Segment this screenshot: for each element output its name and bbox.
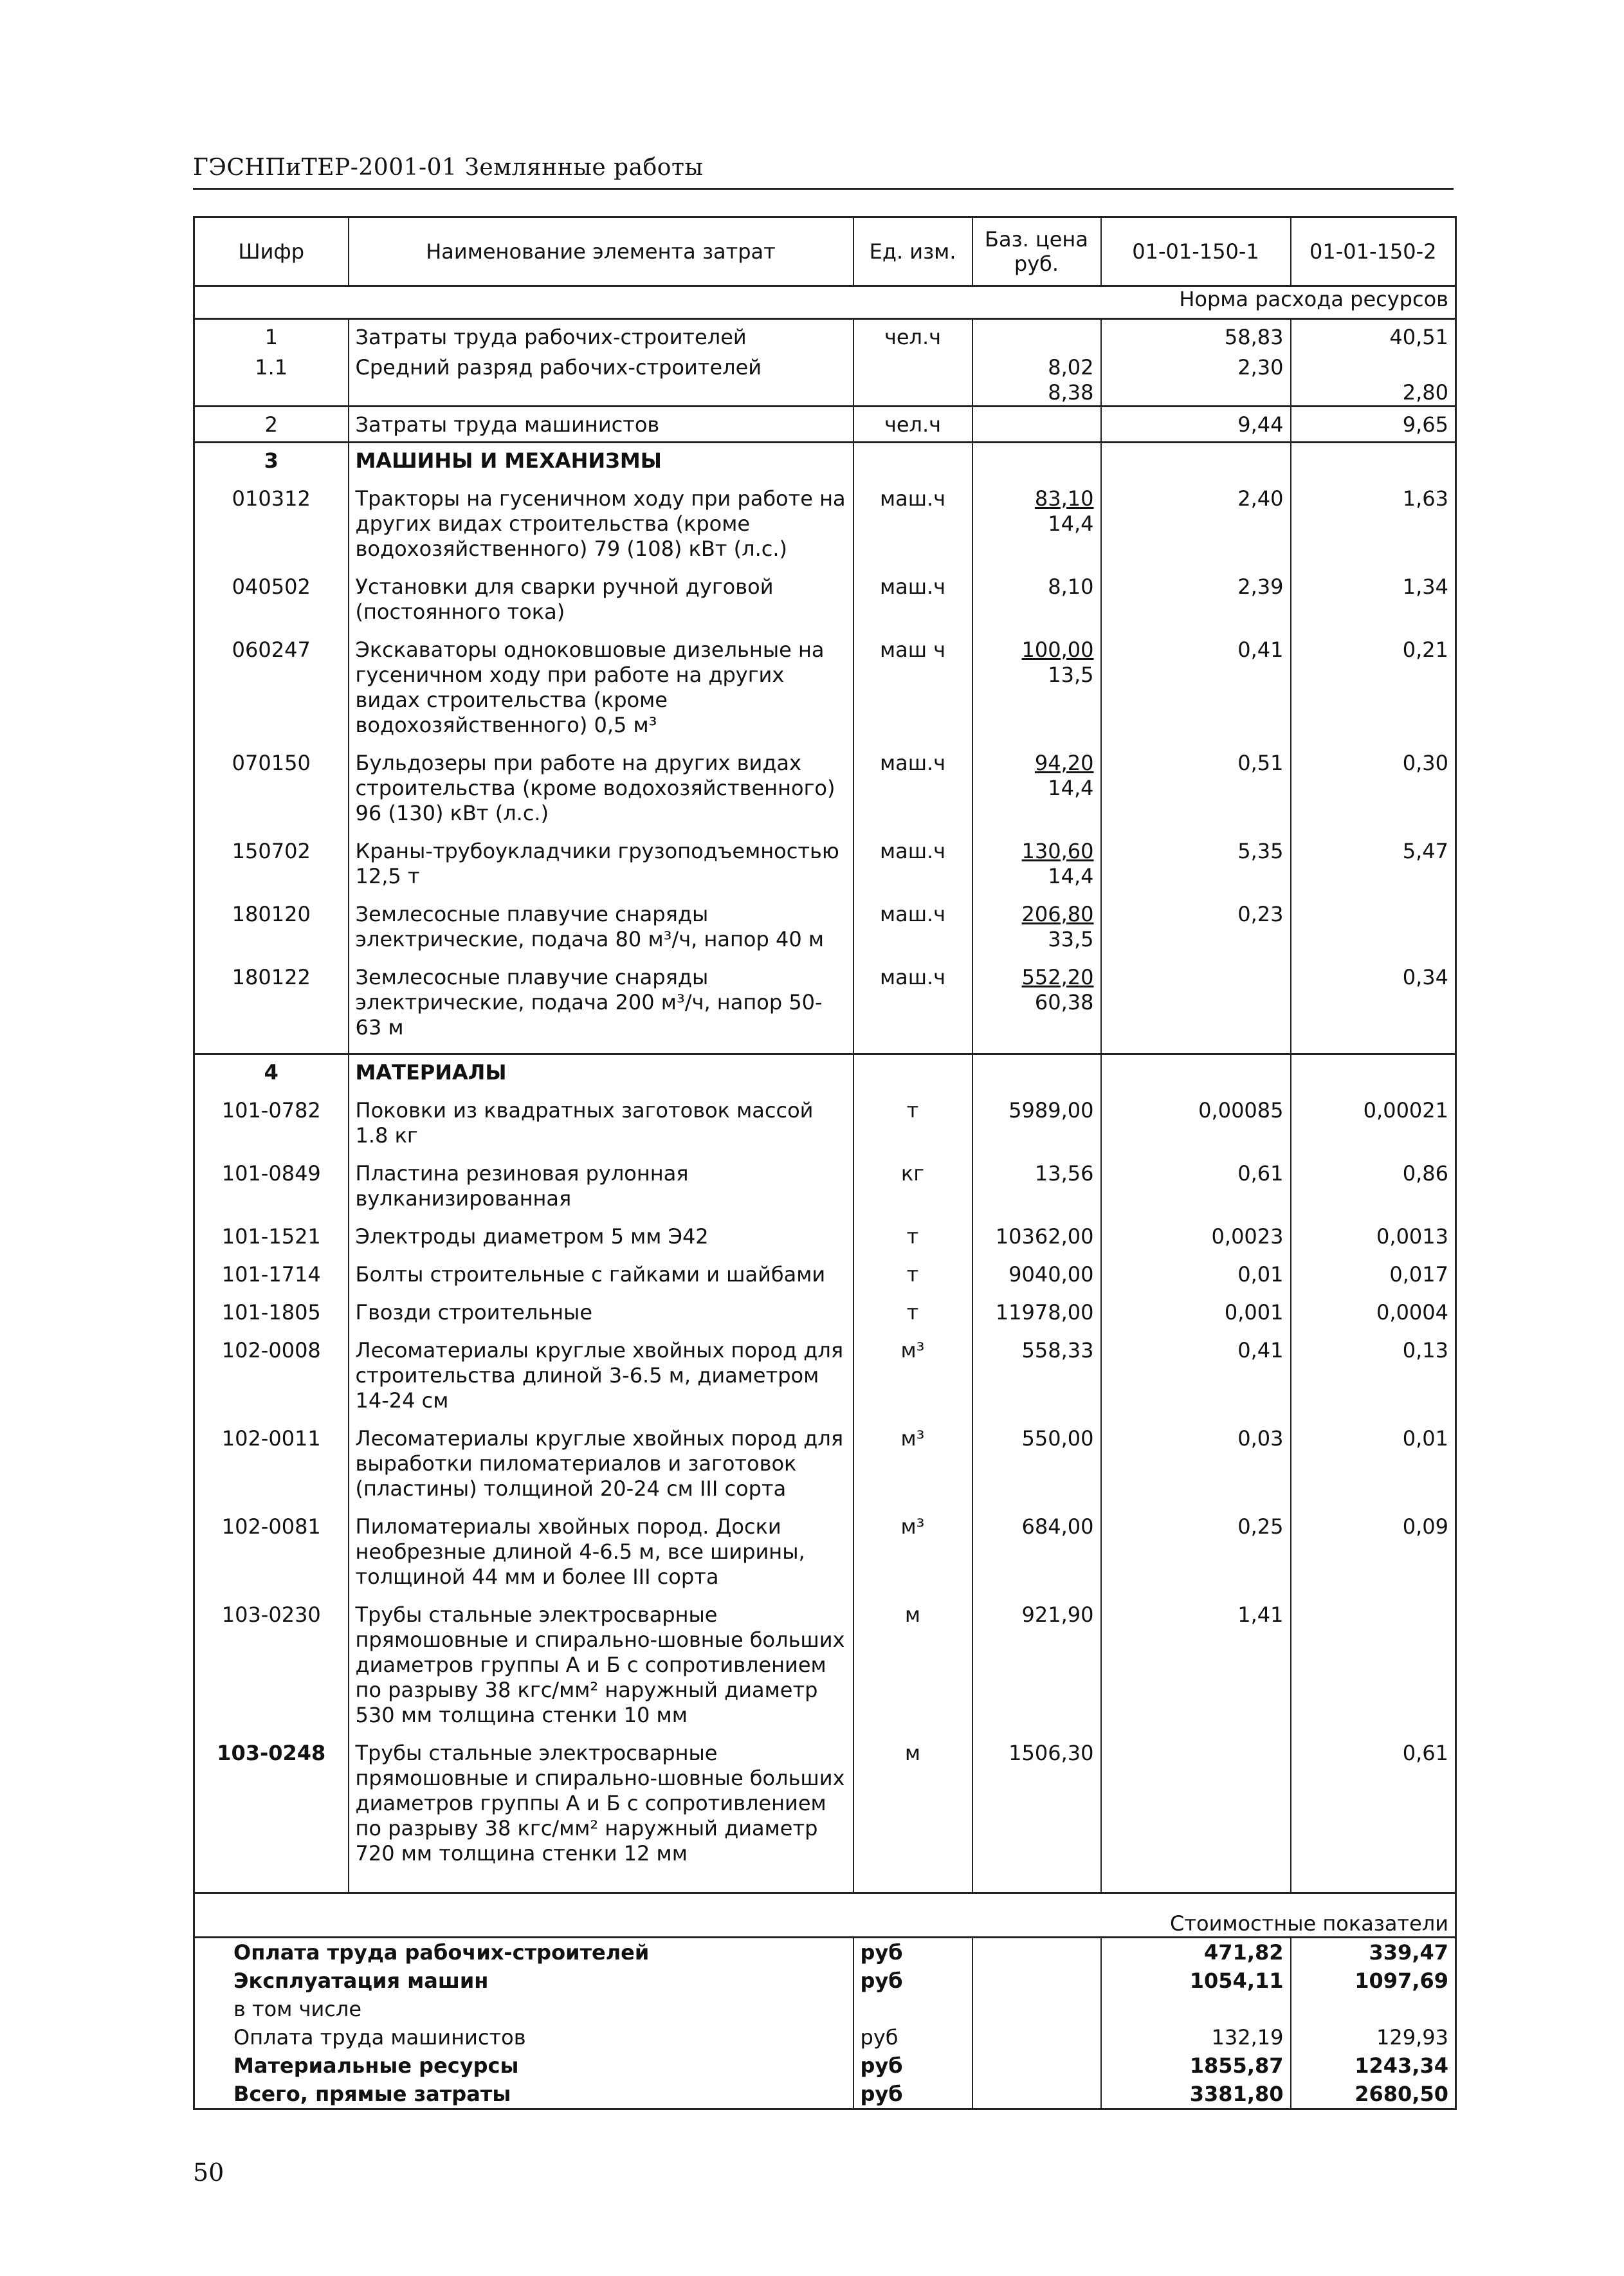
summary-value-1: 3381,80 bbox=[1101, 2080, 1291, 2109]
row-name: Пиломатериалы хвойных пород. Доски необрезные длиной 4-6.5 м, все ширины, толщиной 44 мм и более III сорта bbox=[349, 1514, 853, 1602]
section-title: МАШИНЫ И МЕХАНИЗМЫ bbox=[349, 443, 853, 487]
row-code: 1 bbox=[194, 319, 349, 351]
table-spacer bbox=[194, 1879, 1456, 1893]
summary-label: Материальные ресурсы bbox=[194, 2051, 853, 2080]
row-price bbox=[972, 751, 1101, 839]
row-price: 8,10 bbox=[972, 574, 1101, 638]
row-code: 040502 bbox=[194, 574, 349, 638]
row-value-1: 0,41 bbox=[1101, 638, 1291, 751]
summary-label: Всего, прямые затраты bbox=[194, 2080, 853, 2109]
table-row bbox=[194, 319, 1456, 351]
row-name: Трубы стальные электросварные прямошовные и спирально-шовные больших диаметров группы А и Б с сопротивлением по разрыву 38 кгс/мм² наружный диаметр 720 мм толщина стенки 12 мм bbox=[349, 1741, 853, 1879]
header-rule bbox=[193, 188, 1454, 190]
row-unit: маш.ч bbox=[853, 965, 972, 1054]
row-value-1: 0,0023 bbox=[1101, 1224, 1291, 1262]
section-row bbox=[194, 1054, 1456, 1099]
price-index: 13,5 bbox=[1048, 663, 1094, 687]
row-unit bbox=[853, 380, 972, 407]
row-code: 180122 bbox=[194, 965, 349, 1054]
price-base: 130,60 bbox=[1021, 839, 1094, 863]
row-code: 010312 bbox=[194, 486, 349, 574]
row-code: 060247 bbox=[194, 638, 349, 751]
summary-value-2: 129,93 bbox=[1291, 2023, 1456, 2051]
row-unit: маш.ч bbox=[853, 839, 972, 902]
row-code: 101-0782 bbox=[194, 1098, 349, 1161]
row-value-1: 2,30 bbox=[1101, 350, 1291, 380]
row-code: 101-1521 bbox=[194, 1224, 349, 1262]
resource-norms-table bbox=[193, 216, 1457, 2110]
row-unit: т bbox=[853, 1300, 972, 1338]
row-value-1: 9,44 bbox=[1101, 407, 1291, 443]
row-name: Средний разряд рабочих-строителей bbox=[349, 350, 853, 380]
row-name: Электроды диаметром 5 мм Э42 bbox=[349, 1224, 853, 1262]
row-name: Затраты труда рабочих-строителей bbox=[349, 319, 853, 351]
summary-unit: руб bbox=[853, 2080, 972, 2109]
summary-value-2: 1243,34 bbox=[1291, 2051, 1456, 2080]
summary-value-1: 471,82 bbox=[1101, 1938, 1291, 1967]
table-row bbox=[194, 1161, 1456, 1224]
row-value-2: 0,13 bbox=[1291, 1338, 1456, 1426]
summary-row bbox=[194, 2023, 1456, 2051]
row-price: 5989,00 bbox=[972, 1098, 1101, 1161]
row-code: 101-0849 bbox=[194, 1161, 349, 1224]
table-row bbox=[194, 350, 1456, 380]
row-value-1: 5,35 bbox=[1101, 839, 1291, 902]
summary-label: в том числе bbox=[194, 1995, 853, 2023]
row-value-2 bbox=[1291, 1602, 1456, 1741]
row-value-2: 0,09 bbox=[1291, 1514, 1456, 1602]
row-unit: чел.ч bbox=[853, 407, 972, 443]
table-row bbox=[194, 1262, 1456, 1300]
table-row bbox=[194, 1426, 1456, 1514]
price-base: 552,20 bbox=[1021, 965, 1094, 989]
table-row bbox=[194, 965, 1456, 1054]
row-code: 102-0011 bbox=[194, 1426, 349, 1514]
row-price: 550,00 bbox=[972, 1426, 1101, 1514]
cost-header: Стоимостные показатели bbox=[194, 1893, 1456, 1938]
summary-value-1 bbox=[1101, 1995, 1291, 2023]
row-code: 101-1805 bbox=[194, 1300, 349, 1338]
table-row bbox=[194, 1300, 1456, 1338]
price-base: 94,20 bbox=[1034, 751, 1094, 775]
summary-value-2 bbox=[1291, 1995, 1456, 2023]
table-row bbox=[194, 486, 1456, 574]
table-row bbox=[194, 407, 1456, 443]
row-code: 1.1 bbox=[194, 350, 349, 380]
row-value-2: 0,017 bbox=[1291, 1262, 1456, 1300]
row-price bbox=[972, 902, 1101, 965]
row-unit bbox=[853, 350, 972, 380]
row-value-1: 0,25 bbox=[1101, 1514, 1291, 1602]
row-name: Тракторы на гусеничном ходу при работе на других видах строительства (кроме водохозяйственного) 79 (108) кВт (л.с.) bbox=[349, 486, 853, 574]
summary-value-1: 1054,11 bbox=[1101, 1967, 1291, 1995]
table-row bbox=[194, 902, 1456, 965]
row-code: 2 bbox=[194, 407, 349, 443]
row-value-1: 0,01 bbox=[1101, 1262, 1291, 1300]
price-index: 14,4 bbox=[1048, 864, 1094, 888]
summary-value-2: 339,47 bbox=[1291, 1938, 1456, 1967]
row-unit: маш.ч bbox=[853, 751, 972, 839]
row-value-1: 2,39 bbox=[1101, 574, 1291, 638]
cost-header-row bbox=[194, 1893, 1456, 1938]
row-name: Землесосные плавучие снаряды электрические, подача 80 м³/ч, напор 40 м bbox=[349, 902, 853, 965]
summary-unit: руб bbox=[853, 2023, 972, 2051]
row-value-2: 0,86 bbox=[1291, 1161, 1456, 1224]
summary-value-1: 132,19 bbox=[1101, 2023, 1291, 2051]
row-price: 921,90 bbox=[972, 1602, 1101, 1741]
header-price: Баз. цена руб. bbox=[972, 217, 1101, 286]
summary-unit: руб bbox=[853, 2051, 972, 2080]
row-value-2: 1,63 bbox=[1291, 486, 1456, 574]
row-unit: т bbox=[853, 1098, 972, 1161]
row-value-1: 0,61 bbox=[1101, 1161, 1291, 1224]
row-value-2 bbox=[1291, 350, 1456, 380]
row-name: Установки для сварки ручной дуговой (постоянного тока) bbox=[349, 574, 853, 638]
row-value-2: 0,21 bbox=[1291, 638, 1456, 751]
row-unit: м bbox=[853, 1602, 972, 1741]
row-unit: м³ bbox=[853, 1338, 972, 1426]
row-price bbox=[972, 407, 1101, 443]
table-row bbox=[194, 1602, 1456, 1741]
row-name: Пластина резиновая рулонная вулканизированная bbox=[349, 1161, 853, 1224]
summary-row bbox=[194, 1995, 1456, 2023]
summary-label: Оплата труда машинистов bbox=[194, 2023, 853, 2051]
row-name: Лесоматериалы круглые хвойных пород для выработки пиломатериалов и заготовок (пластины) толщиной 20-24 см III сорта bbox=[349, 1426, 853, 1514]
row-value-2: 0,0004 bbox=[1291, 1300, 1456, 1338]
row-value-2: 0,34 bbox=[1291, 965, 1456, 1054]
header-col1: 01-01-150-1 bbox=[1101, 217, 1291, 286]
price-index: 33,5 bbox=[1048, 927, 1094, 951]
row-unit: м³ bbox=[853, 1514, 972, 1602]
row-value-1 bbox=[1101, 1741, 1291, 1879]
column-header-row bbox=[194, 217, 1456, 286]
row-name: Землесосные плавучие снаряды электрические, подача 200 м³/ч, напор 50-63 м bbox=[349, 965, 853, 1054]
row-price: 684,00 bbox=[972, 1514, 1101, 1602]
row-value-1: 0,00085 bbox=[1101, 1098, 1291, 1161]
table-row bbox=[194, 1338, 1456, 1426]
row-code: 102-0081 bbox=[194, 1514, 349, 1602]
header-name: Наименование элемента затрат bbox=[349, 217, 853, 286]
price-index: 14,4 bbox=[1048, 776, 1094, 800]
table-row bbox=[194, 839, 1456, 902]
row-price: 10362,00 bbox=[972, 1224, 1101, 1262]
row-unit: кг bbox=[853, 1161, 972, 1224]
row-value-2: 0,61 bbox=[1291, 1741, 1456, 1879]
row-name: Лесоматериалы круглые хвойных пород для строительства длиной 3-6.5 м, диаметром 14-24 см bbox=[349, 1338, 853, 1426]
row-price bbox=[972, 839, 1101, 902]
row-code: 180120 bbox=[194, 902, 349, 965]
row-price: 8,38 bbox=[972, 380, 1101, 407]
row-code: 070150 bbox=[194, 751, 349, 839]
row-value-1: 1,41 bbox=[1101, 1602, 1291, 1741]
row-value-1: 2,40 bbox=[1101, 486, 1291, 574]
row-name: Краны-трубоукладчики грузоподъемностью 12,5 т bbox=[349, 839, 853, 902]
summary-unit bbox=[853, 1995, 972, 2023]
row-value-1: 0,03 bbox=[1101, 1426, 1291, 1514]
row-name: Бульдозеры при работе на других видах строительства (кроме водохозяйственного) 96 (130) кВт (л.с.) bbox=[349, 751, 853, 839]
row-name: Трубы стальные электросварные прямошовные и спирально-шовные больших диаметров группы А и Б с сопротивлением по разрыву 38 кгс/мм² наружный диаметр 530 мм толщина стенки 10 мм bbox=[349, 1602, 853, 1741]
row-value-2: 1,34 bbox=[1291, 574, 1456, 638]
row-unit: т bbox=[853, 1262, 972, 1300]
row-code: 103-0230 bbox=[194, 1602, 349, 1741]
table-row bbox=[194, 1224, 1456, 1262]
row-price: 11978,00 bbox=[972, 1300, 1101, 1338]
table-row bbox=[194, 638, 1456, 751]
row-price: 558,33 bbox=[972, 1338, 1101, 1426]
summary-row bbox=[194, 1938, 1456, 1967]
row-name: Болты строительные с гайками и шайбами bbox=[349, 1262, 853, 1300]
row-unit: т bbox=[853, 1224, 972, 1262]
summary-value-1: 1855,87 bbox=[1101, 2051, 1291, 2080]
norm-header-row bbox=[194, 286, 1456, 319]
row-value-2: 9,65 bbox=[1291, 407, 1456, 443]
price-base: 100,00 bbox=[1021, 638, 1094, 662]
row-value-1: 0,41 bbox=[1101, 1338, 1291, 1426]
row-unit: маш.ч bbox=[853, 486, 972, 574]
row-price: 9040,00 bbox=[972, 1262, 1101, 1300]
row-name: Затраты труда машинистов bbox=[349, 407, 853, 443]
table-row bbox=[194, 380, 1456, 407]
row-value-2: 0,00021 bbox=[1291, 1098, 1456, 1161]
row-name: Поковки из квадратных заготовок массой 1.8 кг bbox=[349, 1098, 853, 1161]
row-value-1: 58,83 bbox=[1101, 319, 1291, 351]
row-code: 103-0248 bbox=[194, 1741, 349, 1879]
table-row bbox=[194, 1741, 1456, 1879]
price-index: 60,38 bbox=[1034, 990, 1094, 1014]
row-price: 1506,30 bbox=[972, 1741, 1101, 1879]
summary-label: Оплата труда рабочих-строителей bbox=[194, 1938, 853, 1967]
section-code: 4 bbox=[194, 1054, 349, 1099]
row-value-2: 0,30 bbox=[1291, 751, 1456, 839]
norm-header: Норма расхода ресурсов bbox=[194, 286, 1456, 319]
row-price bbox=[972, 319, 1101, 351]
section-row bbox=[194, 443, 1456, 487]
summary-label: Эксплуатация машин bbox=[194, 1967, 853, 1995]
row-name bbox=[349, 380, 853, 407]
row-price bbox=[972, 965, 1101, 1054]
row-value-1 bbox=[1101, 380, 1291, 407]
row-code: 101-1714 bbox=[194, 1262, 349, 1300]
row-price bbox=[972, 638, 1101, 751]
row-code: 102-0008 bbox=[194, 1338, 349, 1426]
row-unit: м³ bbox=[853, 1426, 972, 1514]
row-unit: м bbox=[853, 1741, 972, 1879]
summary-row bbox=[194, 2080, 1456, 2109]
running-head: ГЭСНПиТЕР-2001-01 Землянные работы bbox=[193, 154, 704, 181]
row-value-2: 5,47 bbox=[1291, 839, 1456, 902]
price-index: 14,4 bbox=[1048, 511, 1094, 536]
price-base: 83,10 bbox=[1034, 486, 1094, 511]
table-row bbox=[194, 751, 1456, 839]
row-unit: маш.ч bbox=[853, 902, 972, 965]
row-price: 13,56 bbox=[972, 1161, 1101, 1224]
row-value-2: 40,51 bbox=[1291, 319, 1456, 351]
table-row bbox=[194, 574, 1456, 638]
summary-unit: руб bbox=[853, 1938, 972, 1967]
row-value-2 bbox=[1291, 902, 1456, 965]
row-unit: чел.ч bbox=[853, 319, 972, 351]
header-col2: 01-01-150-2 bbox=[1291, 217, 1456, 286]
header-unit: Ед. изм. bbox=[853, 217, 972, 286]
row-value-1: 0,001 bbox=[1101, 1300, 1291, 1338]
row-value-2: 0,01 bbox=[1291, 1426, 1456, 1514]
summary-value-2: 1097,69 bbox=[1291, 1967, 1456, 1995]
row-value-2: 0,0013 bbox=[1291, 1224, 1456, 1262]
row-name: Экскаваторы одноковшовые дизельные на гусеничном ходу при работе на других видах строительства (кроме водохозяйственного) 0,5 м³ bbox=[349, 638, 853, 751]
summary-row bbox=[194, 1967, 1456, 1995]
row-value-1: 0,51 bbox=[1101, 751, 1291, 839]
row-price: 8,02 bbox=[972, 350, 1101, 380]
section-code: 3 bbox=[194, 443, 349, 487]
table-row bbox=[194, 1514, 1456, 1602]
page-number: 50 bbox=[193, 2158, 224, 2187]
price-base: 206,80 bbox=[1021, 902, 1094, 926]
row-name: Гвозди строительные bbox=[349, 1300, 853, 1338]
row-value-1 bbox=[1101, 965, 1291, 1054]
row-price bbox=[972, 486, 1101, 574]
row-value-1: 0,23 bbox=[1101, 902, 1291, 965]
summary-value-2: 2680,50 bbox=[1291, 2080, 1456, 2109]
table-row bbox=[194, 1098, 1456, 1161]
row-unit: маш ч bbox=[853, 638, 972, 751]
summary-unit: руб bbox=[853, 1967, 972, 1995]
summary-row bbox=[194, 2051, 1456, 2080]
row-code: 150702 bbox=[194, 839, 349, 902]
row-value-2: 2,80 bbox=[1291, 380, 1456, 407]
section-title: МАТЕРИАЛЫ bbox=[349, 1054, 853, 1099]
header-code: Шифр bbox=[194, 217, 349, 286]
row-unit: маш.ч bbox=[853, 574, 972, 638]
row-code bbox=[194, 380, 349, 407]
